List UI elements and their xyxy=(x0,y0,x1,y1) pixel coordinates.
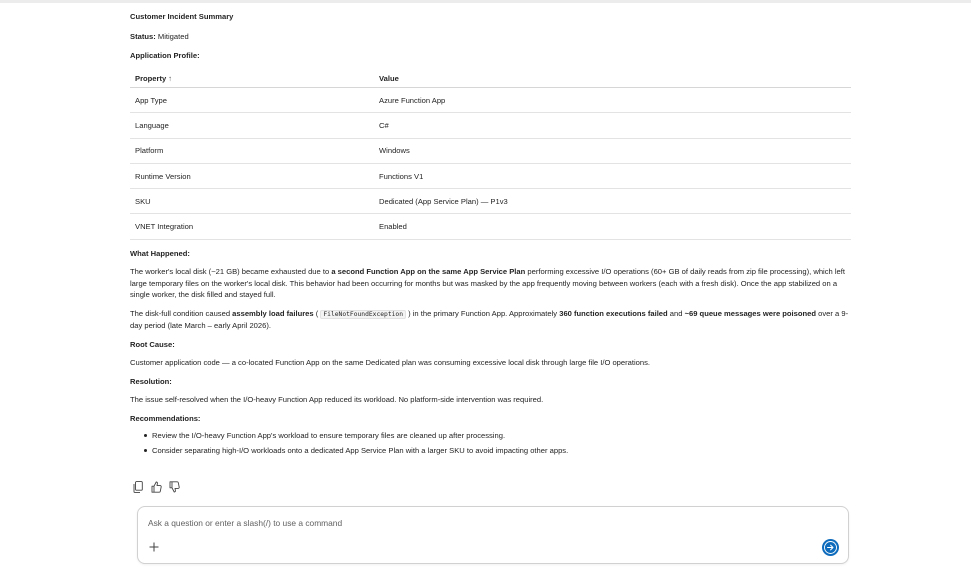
top-divider xyxy=(0,0,971,3)
status-value: Mitigated xyxy=(157,31,189,41)
property-cell: Runtime Version xyxy=(130,163,374,188)
value-cell: C# xyxy=(374,113,851,138)
copy-icon[interactable] xyxy=(133,481,143,493)
table-row xyxy=(130,88,851,113)
table-row xyxy=(130,214,851,239)
resolution-heading: Resolution: xyxy=(130,376,172,386)
what-happened-paragraph-2: The disk-full condition caused assembly load failures ( FileNotFoundException ) in the primary Function App. Approximately 360 function executions failed and ~69 queue messages were poisoned over a 9-day period (late March – early April 2026). xyxy=(130,308,849,331)
sort-ascending-icon: ↑ xyxy=(168,73,173,83)
exception-code: FileNotFoundException xyxy=(320,310,406,319)
column-header-property[interactable]: Property ↑ xyxy=(130,70,374,88)
chat-input[interactable] xyxy=(148,516,748,530)
add-attachment-icon[interactable] xyxy=(148,541,160,553)
list-item: Consider separating high-I/O workloads onto a dedicated App Service Plan with a larger SKU to avoid impacting other apps. xyxy=(130,445,851,457)
column-header-value[interactable]: Value xyxy=(374,70,851,88)
summary-title: Customer Incident Summary xyxy=(130,12,234,21)
list-item: Review the I/O-heavy Function App's workload to ensure temporary files are cleaned up after processing. xyxy=(130,430,851,442)
profile-table xyxy=(130,70,851,240)
status-line xyxy=(130,31,851,43)
root-cause-text: Customer application code — a co-located Function App on the same Dedicated plan was consuming excessive local disk through large file I/O operations. xyxy=(130,358,651,368)
thumbs-down-icon[interactable] xyxy=(169,481,179,493)
value-cell: Windows xyxy=(374,138,851,163)
status-label: Status: xyxy=(130,31,156,41)
recommendations-list xyxy=(130,430,851,457)
what-happened-heading: What Happened: xyxy=(130,248,190,258)
property-cell: App Type xyxy=(130,88,374,113)
table-row xyxy=(130,163,851,188)
chat-composer xyxy=(137,506,849,564)
table-row xyxy=(130,113,851,138)
send-button[interactable] xyxy=(822,539,839,556)
value-cell: Functions V1 xyxy=(374,163,851,188)
property-cell: SKU xyxy=(130,189,374,214)
value-cell: Azure Function App xyxy=(374,88,851,113)
property-cell: Language xyxy=(130,113,374,138)
arrow-right-icon xyxy=(822,539,839,556)
table-row xyxy=(130,138,851,163)
property-cell: Platform xyxy=(130,138,374,163)
value-cell: Dedicated (App Service Plan) — P1v3 xyxy=(374,189,851,214)
what-happened-paragraph-1: The worker's local disk (~21 GB) became exhausted due to a second Function App on the same App Service Plan performing excessive I/O operations (60+ GB of daily reads from zip file processing), which left large temporary files on the worker's local disk. This behavior had been occurring for months but was masked by the app frequently moving between workers (each with a fresh disk). Once the app stabilized on a single worker, the disk filled and stayed full. xyxy=(130,267,845,300)
response-message xyxy=(130,8,851,460)
thumbs-up-icon[interactable] xyxy=(151,481,161,493)
recommendations-heading: Recommendations: xyxy=(130,413,201,423)
feedback-toolbar xyxy=(133,481,179,493)
value-cell: Enabled xyxy=(374,214,851,239)
root-cause-heading: Root Cause: xyxy=(130,339,175,349)
table-row xyxy=(130,189,851,214)
table-header-row xyxy=(130,70,851,88)
property-cell: VNET Integration xyxy=(130,214,374,239)
profile-heading: Application Profile: xyxy=(130,51,200,60)
resolution-text: The issue self-resolved when the I/O-heavy Function App reduced its workload. No platform-side intervention was required. xyxy=(130,395,544,405)
